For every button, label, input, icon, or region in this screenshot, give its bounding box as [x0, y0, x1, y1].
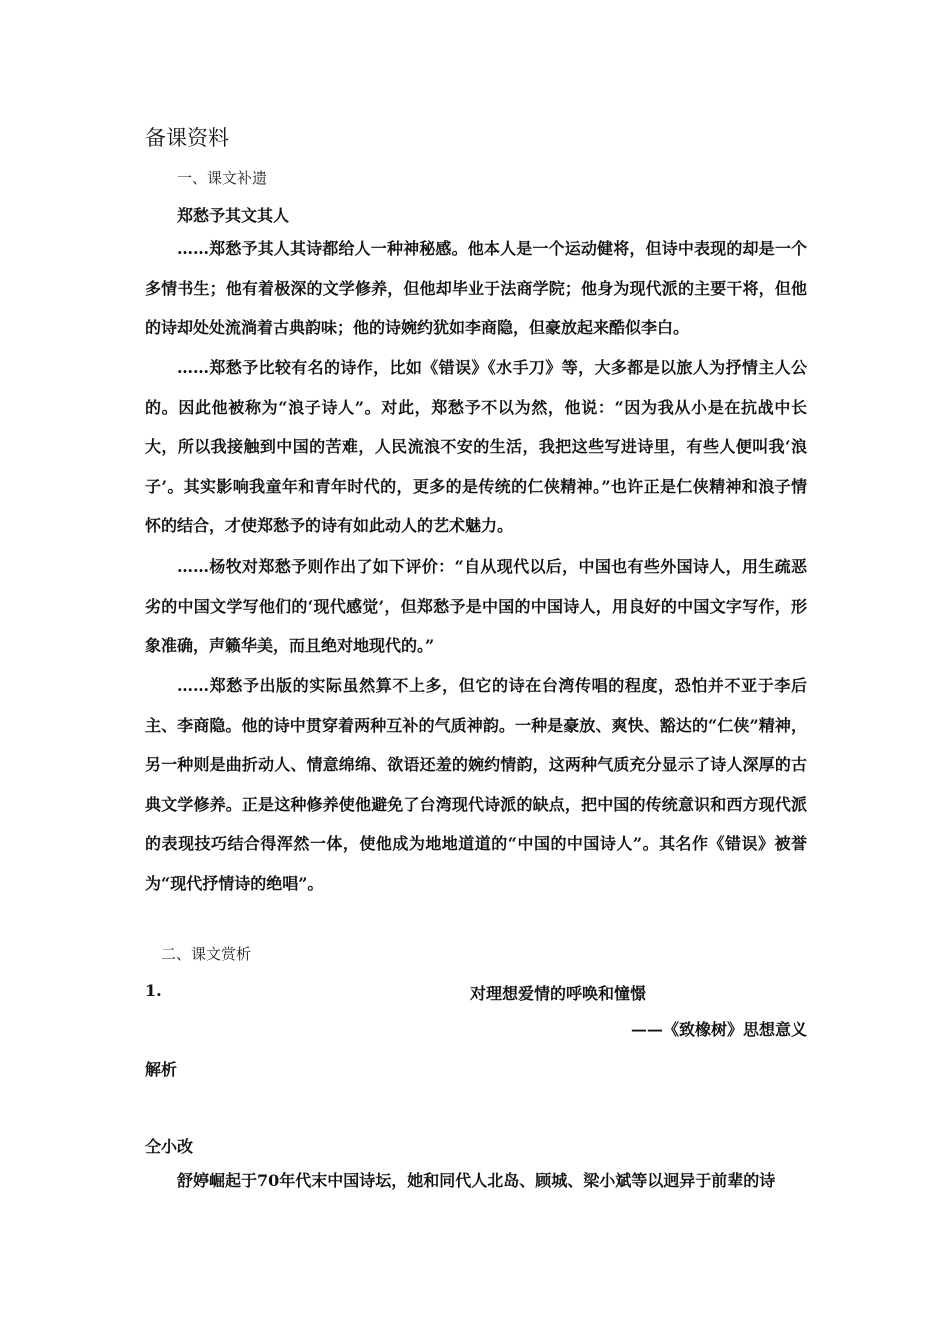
article-subtitle: 郑愁予其文其人 — [177, 206, 290, 225]
item-title: 对理想爱情的呼唤和憧憬 — [470, 984, 647, 1003]
final-paragraph: 舒婷崛起于70年代末中国诗坛，她和同代人北岛、顾城、梁小斌等以迥异于前辈的诗 — [177, 1171, 776, 1190]
paragraph-2: ……郑愁予比较有名的诗作，比如《错误》《水手刀》等，大多都是以旅人为抒情主人公的。因此他被称为“浪子诗人”。对此，郑愁予不以为然，他说：“因为我从小是在抗战中长大，所以我接触到中国的苦难，人民流浪不安的生活，我把这些写进诗里，有些人便叫我‘浪子’。其实影响我童年和青年时代的，更多的是传统的仁侠精神。”也许正是仁侠精神和浪子情怀的结合，才使郑愁予的诗有如此动人的艺术魅力。 — [145, 358, 807, 536]
section-heading-1: 一、课文补遗 — [177, 169, 268, 187]
section-heading-2: 二、课文赏析 — [161, 945, 252, 963]
author-label: 仝小改 — [145, 1137, 194, 1156]
paragraph-4: ……郑愁予出版的实际虽然算不上多，但它的诗在台湾传唱的程度，恐怕并不亚于李后主、李商隐。他的诗中贯穿着两种互补的气质神韵。一种是豪放、爽快、豁达的“仁侠”精神，另一种则是曲折动人、情意绵绵、欲语还羞的婉约情韵，这两种气质充分显示了诗人深厚的古典文学修养。正是这种修养使他避免了台湾现代诗派的缺点，把中国的传统意识和西方现代派的表现技巧结合得浑然一体，使他成为地地道道的“中国的中国诗人”。其名作《错误》被誉为“现代抒情诗的绝唱”。 — [145, 676, 807, 893]
analysis-label: 解析 — [145, 1060, 178, 1079]
document-title: 备课资料 — [145, 126, 229, 150]
paragraph-1: ……郑愁予其人其诗都给人一种神秘感。他本人是一个运动健将，但诗中表现的却是一个多情书生；他有着极深的文学修养，但他却毕业于法商学院；他身为现代派的主要干将，但他的诗却处处流淌着古典韵味；他的诗婉约犹如李商隐，但豪放起来酷似李白。 — [145, 239, 807, 338]
item-number: 1. — [145, 981, 162, 1000]
item-subtitle: ——《致橡树》思想意义 — [630, 1020, 807, 1039]
paragraph-3: ……杨牧对郑愁予则作出了如下评价：“自从现代以后，中国也有些外国诗人，用生疏恶劣的中国文学写他们的‘现代感觉’，但郑愁予是中国的中国诗人，用良好的中国文字写作，形象准确，声籁华美，而且绝对地现代的。” — [145, 557, 807, 656]
